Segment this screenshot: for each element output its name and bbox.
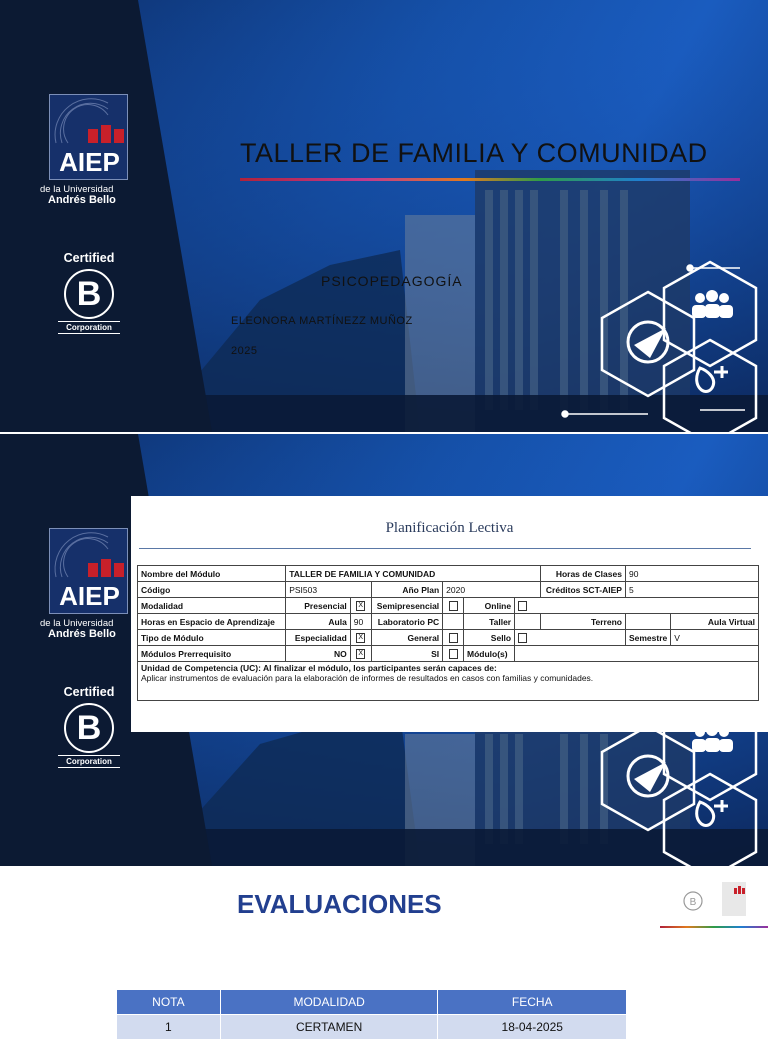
logo-subtitle-line2: Andrés Bello (48, 194, 116, 206)
cell-nota: 1 (117, 1015, 221, 1040)
bcorp-small-icon (684, 892, 702, 910)
especialidad-label: Especialidad (286, 630, 351, 646)
taller-value (515, 614, 540, 630)
bcorp-b-icon: B (64, 269, 114, 319)
aula-label: Aula (286, 614, 351, 630)
logo-subtitle-line2: Andrés Bello (48, 628, 116, 640)
cell-fecha: 18-04-2025 (438, 1015, 627, 1040)
table-row (138, 598, 759, 614)
table-row (138, 630, 759, 646)
anio-plan-label: Año Plan (371, 582, 442, 598)
modulos-label: Módulo(s) (463, 646, 514, 662)
col-header-fecha: FECHA (438, 990, 627, 1015)
terreno-value (625, 614, 670, 630)
year-text: 2025 (231, 345, 258, 357)
table-row (138, 614, 759, 630)
svg-text:B: B (689, 897, 697, 908)
planning-title: Planificación Lectiva (385, 520, 514, 536)
uc-text: Aplicar instrumentos de evaluación para la elaboración de informes de resultados en casos con familias y comunidades. (141, 673, 594, 683)
evaluations-table (116, 989, 627, 1040)
general-label: General (371, 630, 442, 646)
career-subtitle: PSICOPEDAGOGÍA (321, 273, 463, 289)
si-checkbox[interactable] (443, 646, 464, 662)
lab-value (443, 614, 464, 630)
horas-espacio-label: Horas en Espacio de Aprendizaje (138, 614, 286, 630)
slide-title: TALLER DE FAMILIA Y COMUNIDAD (240, 138, 708, 168)
bcorp-corporation-text: Corporation (58, 321, 120, 334)
horas-clases-value: 90 (625, 566, 758, 582)
presencial-label: Presencial (286, 598, 351, 614)
sello-checkbox[interactable] (515, 630, 626, 646)
table-row (138, 566, 759, 582)
logo-subtitle-line1: de la Universidad (40, 618, 114, 629)
title-slide (0, 0, 768, 432)
codigo-value: PSI503 (286, 582, 372, 598)
bcorp-certified-text: Certified (63, 685, 115, 699)
modulos-value (515, 646, 759, 662)
bcorp-certified-text: Certified (63, 251, 115, 265)
compass-icon (628, 756, 668, 796)
prerreq-label: Módulos Prerrequisito (138, 646, 286, 662)
uc-cell (138, 662, 759, 701)
tipo-label: Tipo de Módulo (138, 630, 286, 646)
codigo-label: Código (138, 582, 286, 598)
planning-card (131, 496, 768, 732)
horas-clases-label: Horas de Clases (540, 566, 625, 582)
modulo-value: TALLER DE FAMILIA Y COMUNIDAD (286, 566, 540, 582)
eco-plug-icon (697, 366, 728, 391)
evaluations-title: EVALUACIONES (237, 889, 442, 919)
semestre-value: V (671, 630, 759, 646)
aula-virtual-label: Aula Virtual (671, 614, 759, 630)
general-checkbox[interactable] (443, 630, 464, 646)
table-header-row (117, 990, 627, 1015)
si-label: SI (371, 646, 442, 662)
table-row (138, 582, 759, 598)
anio-plan-value: 2020 (443, 582, 540, 598)
table-row (138, 646, 759, 662)
aiep-small-logo (722, 882, 746, 916)
online-label: Online (463, 598, 514, 614)
table-row (117, 1015, 627, 1040)
bcorp-corporation-text: Corporation (58, 755, 120, 768)
sello-label: Sello (463, 630, 514, 646)
hexagon-outline (664, 340, 756, 444)
terreno-label: Terreno (540, 614, 625, 630)
semipresencial-checkbox[interactable] (443, 598, 464, 614)
cell-modalidad: CERTAMEN (220, 1015, 438, 1040)
no-label: NO (286, 646, 351, 662)
especialidad-checkbox[interactable]: X (350, 630, 371, 646)
bcorp-b-icon: B (64, 703, 114, 753)
creditos-label: Créditos SCT-AIEP (540, 582, 625, 598)
hexagon-icons-decoration (0, 0, 768, 432)
small-logos (680, 878, 750, 924)
author-name: ELEONORA MARTÍNEZZ MUÑOZ (231, 315, 413, 327)
table-row (138, 662, 759, 701)
eco-plug-icon (697, 800, 728, 825)
modulo-label: Nombre del Módulo (138, 566, 286, 582)
logo-wordmark: AIEP (59, 147, 120, 177)
semestre-label: Semestre (625, 630, 670, 646)
no-checkbox[interactable]: X (350, 646, 371, 662)
people-group-icon (692, 290, 733, 318)
logo-wordmark: AIEP (59, 581, 120, 611)
online-checkbox[interactable] (515, 598, 759, 614)
evaluations-slide (0, 866, 768, 1034)
evaluations-rainbow-line (660, 926, 768, 928)
planning-title-rule (139, 548, 751, 549)
compass-icon (628, 322, 668, 362)
modalidad-label: Modalidad (138, 598, 286, 614)
aula-value: 90 (350, 614, 371, 630)
planning-table (137, 565, 759, 701)
taller-label: Taller (463, 614, 514, 630)
col-header-modalidad: MODALIDAD (220, 990, 438, 1015)
col-header-nota: NOTA (117, 990, 221, 1015)
uc-heading: Unidad de Competencia (UC): Al finalizar el módulo, los participantes serán capaces de: (141, 663, 497, 673)
presencial-checkbox[interactable]: X (350, 598, 371, 614)
logo-subtitle-line1: de la Universidad (40, 184, 114, 195)
creditos-value: 5 (625, 582, 758, 598)
semipresencial-label: Semipresencial (371, 598, 442, 614)
lab-label: Laboratorio PC (371, 614, 442, 630)
